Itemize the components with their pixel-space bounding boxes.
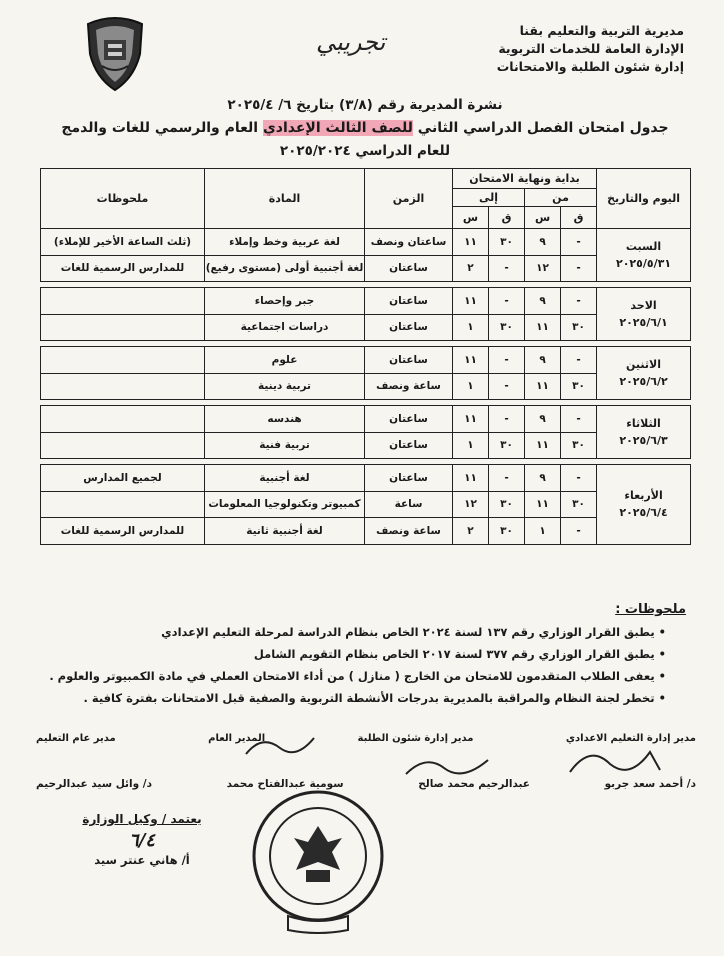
header-duration: الزمن	[365, 169, 453, 229]
end-minutes-cell: -	[489, 255, 525, 282]
note-cell	[41, 347, 205, 374]
table-row	[41, 288, 691, 315]
duration-cell: ساعتان	[365, 432, 453, 459]
start-hour-cell: ١	[525, 518, 561, 545]
table-row	[41, 373, 691, 400]
ministry-header	[444, 22, 684, 76]
end-minutes-cell: ٣٠	[489, 229, 525, 256]
end-hour-cell: ١١	[453, 288, 489, 315]
note-cell: (ثلث الساعة الأخير للإملاء)	[41, 229, 205, 256]
signature-name: سومية عبدالفتاح محمد	[226, 778, 344, 790]
header-start-end: بداية ونهاية الامتحان	[453, 169, 597, 189]
start-minutes-cell: ٣٠	[561, 373, 597, 400]
duration-cell: ساعتان ونصف	[365, 229, 453, 256]
end-hour-cell: ١٢	[453, 491, 489, 518]
title-highlight: للصف الثالث الإعدادي	[262, 120, 413, 136]
start-hour-cell: ٩	[525, 229, 561, 256]
signature-name: د/ أحمد سعد جربو	[604, 778, 696, 790]
subject-cell: تربية فنية	[205, 432, 365, 459]
table-row	[41, 491, 691, 518]
duration-cell: ساعتان	[365, 314, 453, 341]
end-hour-cell: ١١	[453, 347, 489, 374]
bulletin-line: نشرة المديرية رقم (٣/٨) بتاريخ ٦/ ٢٠٢٥/٤	[227, 97, 503, 113]
approval-scrawl: ٦/٤	[129, 830, 155, 851]
end-minutes-cell: ٣٠	[489, 491, 525, 518]
end-minutes-cell: ٣٠	[489, 314, 525, 341]
header-to: إلى	[453, 189, 525, 207]
exam-date: ٢٠٢٥/٦/٣	[619, 434, 668, 447]
note-cell: للمدارس الرسمية للغات	[41, 518, 205, 545]
start-minutes-cell: ٣٠	[561, 491, 597, 518]
end-minutes-cell: -	[489, 347, 525, 374]
directorate-emblem-icon	[82, 14, 148, 92]
signature-title: مدير عام التعليم	[36, 733, 116, 744]
note-item: • يطبق القرار الوزاري رقم ٣٧٧ لسنة ٢٠١٧ الخاص بنظام التقويم الشامل	[40, 643, 666, 665]
exam-schedule-table	[40, 168, 691, 545]
subject-cell: لغة أجنبية	[205, 465, 365, 492]
end-minutes-cell: -	[489, 373, 525, 400]
academic-year: للعام الدراسي ٢٠٢٥/٢٠٢٤	[279, 143, 451, 159]
start-minutes-cell: -	[561, 465, 597, 492]
duration-cell: ساعتان	[365, 288, 453, 315]
header-notes: ملحوظات	[41, 169, 205, 229]
ministry-line: إدارة شئون الطلبة والامتحانات	[496, 59, 684, 74]
header-minutes: ق	[489, 207, 525, 229]
note-item: • يعفى الطلاب المتقدمون للامتحان من الخارج ( منازل ) من أداء الامتحان العملي في مادة الكمبيوتر والعلوم .	[40, 665, 666, 687]
signature-scrawl-icon	[560, 742, 670, 782]
day-name: السبت	[625, 240, 662, 253]
approval-label: يعتمد / وكيل الوزارة	[82, 812, 202, 826]
end-minutes-cell: -	[489, 465, 525, 492]
duration-cell: ساعة ونصف	[365, 373, 453, 400]
start-hour-cell: ٩	[525, 406, 561, 433]
end-hour-cell: ٢	[453, 518, 489, 545]
table-row	[41, 255, 691, 282]
end-hour-cell: ١١	[453, 406, 489, 433]
start-minutes-cell: -	[561, 255, 597, 282]
duration-cell: ساعتان	[365, 347, 453, 374]
table-row	[41, 406, 691, 433]
handwritten-note: تجريبي	[316, 28, 386, 56]
subject-cell: لغة أجنبية أولى (مستوى رفيع)	[205, 255, 365, 282]
header-hours: س	[525, 207, 561, 229]
header-from: من	[525, 189, 597, 207]
start-minutes-cell: -	[561, 406, 597, 433]
end-minutes-cell: -	[489, 288, 525, 315]
signature-title: المدير العام	[208, 733, 266, 744]
notes-list	[40, 621, 690, 709]
subject-cell: كمبيوتر وتكنولوجيا المعلومات	[205, 491, 365, 518]
start-minutes-cell: ٣٠	[561, 432, 597, 459]
official-seal-icon	[248, 786, 388, 934]
signature-name: د/ وائل سيد عبدالرحيم	[36, 778, 153, 790]
ministry-line: الإدارة العامة للخدمات التربوية	[498, 41, 684, 56]
schedule-title	[40, 116, 690, 140]
start-hour-cell: ١١	[525, 491, 561, 518]
signature-scrawl-icon	[240, 730, 320, 764]
start-minutes-cell: -	[561, 288, 597, 315]
table-row	[41, 229, 691, 256]
start-hour-cell: ١١	[525, 314, 561, 341]
end-hour-cell: ١	[453, 432, 489, 459]
subject-cell: لغة أجنبية ثانية	[205, 518, 365, 545]
start-minutes-cell: -	[561, 347, 597, 374]
note-cell	[41, 406, 205, 433]
signature-title: مدير إدارة شئون الطلبة	[357, 733, 474, 744]
header-hours: س	[453, 207, 489, 229]
day-date-cell	[597, 229, 691, 282]
subject-cell: تربية دينية	[205, 373, 365, 400]
subject-cell: هندسه	[205, 406, 365, 433]
exam-date: ٢٠٢٥/٦/٢	[619, 375, 668, 388]
start-hour-cell: ٩	[525, 288, 561, 315]
day-date-cell	[597, 347, 691, 400]
start-minutes-cell: -	[561, 518, 597, 545]
start-minutes-cell: -	[561, 229, 597, 256]
header-day-date: اليوم والتاريخ	[597, 169, 691, 229]
notes-title: ملحوظات :	[615, 602, 686, 617]
title-part: جدول امتحان الفصل الدراسي الثاني	[417, 120, 669, 136]
note-cell	[41, 288, 205, 315]
table-row	[41, 432, 691, 459]
table-row	[41, 465, 691, 492]
day-date-cell	[597, 406, 691, 459]
day-name: الاثنين	[626, 358, 662, 371]
note-item: • تخطر لجنة النظام والمراقبة بالمديرية بدرجات الأنشطة التربوية والصفية قبل الامتحانات بفترة كافية .	[40, 687, 666, 709]
start-hour-cell: ١١	[525, 432, 561, 459]
title-part: العام والرسمي للغات والدمج	[61, 120, 259, 136]
end-minutes-cell: -	[489, 406, 525, 433]
start-minutes-cell: ٣٠	[561, 314, 597, 341]
note-cell	[41, 373, 205, 400]
undersecretary-approval	[62, 812, 222, 867]
schedule-body	[41, 229, 691, 545]
signature-title: مدير إدارة التعليم الاعدادي	[565, 733, 696, 744]
exam-date: ٢٠٢٥/٥/٣١	[616, 257, 672, 270]
duration-cell: ساعتان	[365, 406, 453, 433]
note-item: • يطبق القرار الوزاري رقم ١٣٧ لسنة ٢٠٢٤ الخاص بنظام الدراسة لمرحلة التعليم الإعدادي	[40, 621, 666, 643]
day-name: الثلاثاء	[626, 417, 661, 430]
end-hour-cell: ١١	[453, 465, 489, 492]
end-minutes-cell: ٣٠	[489, 518, 525, 545]
exam-date: ٢٠٢٥/٦/٤	[619, 506, 668, 520]
subject-cell: دراسات اجتماعية	[205, 314, 365, 341]
subject-cell: لغة عربية وخط وإملاء	[205, 229, 365, 256]
day-date-cell	[597, 465, 691, 545]
note-cell	[41, 314, 205, 341]
header-subject: المادة	[205, 169, 365, 229]
start-hour-cell: ٩	[525, 465, 561, 492]
duration-cell: ساعتان	[365, 465, 453, 492]
subject-cell: علوم	[205, 347, 365, 374]
duration-cell: ساعتان	[365, 255, 453, 282]
duration-cell: ساعة	[365, 491, 453, 518]
header-minutes: ق	[561, 207, 597, 229]
exam-date: ٢٠٢٥/٦/١	[619, 316, 668, 329]
ministry-line: مديرية التربية والتعليم بقنا	[519, 23, 684, 38]
table-row	[41, 518, 691, 545]
subject-cell: جبر وإحصاء	[205, 288, 365, 315]
end-minutes-cell: ٣٠	[489, 432, 525, 459]
end-hour-cell: ١	[453, 373, 489, 400]
approval-name: أ/ هاني عنتر سيد	[94, 853, 190, 867]
signature-scrawl-icon	[398, 748, 498, 782]
day-date-cell	[597, 288, 691, 341]
start-hour-cell: ١١	[525, 373, 561, 400]
table-row	[41, 347, 691, 374]
note-cell: للمدارس الرسمية للغات	[41, 255, 205, 282]
end-hour-cell: ١١	[453, 229, 489, 256]
end-hour-cell: ١	[453, 314, 489, 341]
notes-section	[40, 602, 690, 709]
start-hour-cell: ٩	[525, 347, 561, 374]
day-name: الاحد	[630, 299, 657, 312]
note-cell: لجميع المدارس	[41, 465, 205, 492]
day-name: الأربعاء	[624, 489, 663, 503]
note-cell	[41, 491, 205, 518]
note-cell	[41, 432, 205, 459]
end-hour-cell: ٢	[453, 255, 489, 282]
duration-cell: ساعة ونصف	[365, 518, 453, 545]
table-row	[41, 314, 691, 341]
start-hour-cell: ١٢	[525, 255, 561, 282]
signature-name: عبدالرحيم محمد صالح	[418, 778, 530, 790]
document-titles	[40, 94, 690, 162]
